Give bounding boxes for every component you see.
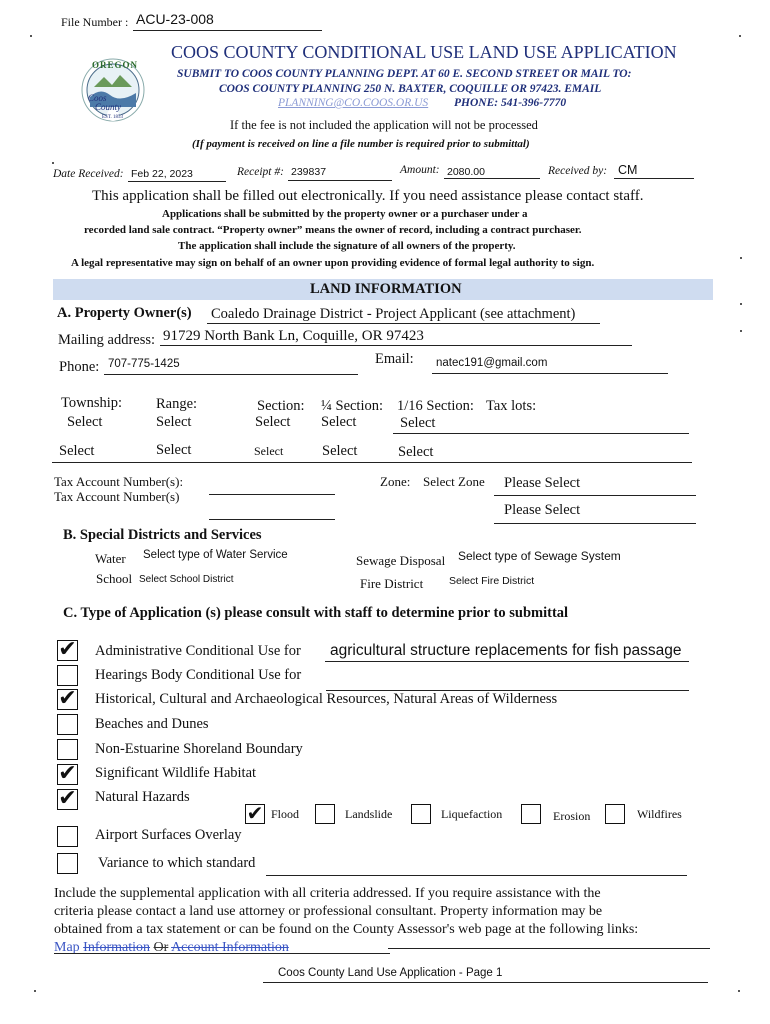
township-select-2[interactable]: Select (59, 443, 95, 459)
map-link[interactable]: Map (54, 940, 80, 955)
footer-para-2: criteria please contact a land use attorney or professional consultant. Property information may be (54, 904, 603, 919)
natural-hazards-checkbox[interactable]: ✔ (58, 786, 77, 811)
hazard-liquefaction-label: Liquefaction (441, 807, 503, 821)
hazard-erosion-checkbox[interactable] (521, 804, 541, 824)
email-label: Email: (375, 351, 414, 367)
land-info-heading: LAND INFORMATION (310, 281, 462, 297)
sewage-label: Sewage Disposal (356, 553, 446, 568)
account-information-link[interactable]: Account Information (171, 940, 289, 955)
township-select[interactable]: Select (67, 414, 103, 430)
phone-label: Phone: (59, 359, 100, 375)
tax-account-label-1: Tax Account Number(s): (54, 474, 184, 489)
submit-line-1: SUBMIT TO COOS COUNTY PLANNING DEPT. AT 60 E. SECOND STREET OR MAIL TO: (177, 68, 632, 80)
hazard-landslide-label: Landslide (345, 807, 393, 821)
received-by-label: Received by: (548, 165, 608, 177)
hazard-flood-label: Flood (271, 807, 300, 821)
section-select-2[interactable]: Select (254, 444, 284, 458)
logo-name-1: Coos (88, 93, 107, 103)
water-select[interactable]: Select type of Water Service (143, 549, 288, 561)
receipt-field[interactable]: 239837 (291, 166, 327, 178)
or-text: Or (153, 940, 169, 955)
sixteenth-section-label: 1/16 Section: (397, 398, 474, 414)
significant-wildlife-habitat-checkbox[interactable]: ✔ (58, 761, 77, 786)
zone-label: Zone: (380, 474, 411, 489)
amount-label: Amount: (400, 164, 440, 176)
variance-checkbox[interactable] (57, 853, 78, 874)
township-label: Township: (61, 395, 123, 411)
footer-para-3: obtained from a tax statement or can be found on the County Assessor's web page at the following links: (54, 922, 639, 937)
significant-wildlife-habitat-label: Significant Wildlife Habitat (95, 765, 257, 781)
submit-line-2: COOS COUNTY PLANNING 250 N. BAXTER, COQUILLE OR 97423. EMAIL (219, 83, 602, 95)
admin-conditional-use-checkbox[interactable]: ✔ (58, 637, 77, 662)
receipt-label: Receipt #: (237, 166, 284, 178)
information-link[interactable]: Information (83, 940, 151, 955)
property-owner-label: A. Property Owner(s) (57, 305, 192, 321)
intro-bold-3: The application shall include the signature of all owners of the property. (178, 240, 516, 252)
fee-note: If the fee is not included the application will not be processed (230, 118, 538, 132)
quarter-section-select-2[interactable]: Select (322, 443, 358, 459)
range-select-2[interactable]: Select (156, 442, 192, 458)
amount-field[interactable]: 2080.00 (447, 166, 485, 178)
logo-top-text: OREGON (92, 60, 139, 70)
admin-conditional-use-field[interactable]: agricultural structure replacements for fish passage (330, 642, 682, 659)
hearings-body-conditional-use-label: Hearings Body Conditional Use for (95, 667, 302, 683)
airport-surfaces-overlay-label: Airport Surfaces Overlay (95, 827, 242, 843)
sixteenth-section-select[interactable]: Select (400, 415, 436, 431)
please-select-2[interactable]: Please Select (504, 502, 581, 518)
sixteenth-section-select-2[interactable]: Select (398, 444, 434, 460)
date-received-field[interactable]: Feb 22, 2023 (131, 168, 193, 180)
section-select[interactable]: Select (255, 414, 291, 430)
hazard-wildfires-label: Wildfires (637, 807, 682, 821)
sewage-select[interactable]: Select type of Sewage System (458, 549, 621, 563)
please-select-1[interactable]: Please Select (504, 475, 581, 491)
quarter-section-label: ¼ Section: (321, 398, 384, 414)
mailing-address-label: Mailing address: (58, 332, 156, 348)
footer-para-1: Include the supplemental application with all criteria addressed. If you require assistance with the (54, 886, 601, 901)
admin-conditional-use-label: Administrative Conditional Use for (95, 643, 301, 659)
fire-district-select[interactable]: Select Fire District (449, 575, 535, 587)
phone-field[interactable]: 707-775-1425 (108, 358, 180, 370)
fire-district-label: Fire District (360, 576, 424, 591)
email-link[interactable]: PLANNING@CO.COOS.OR.US (278, 97, 429, 109)
hazard-wildfires-checkbox[interactable] (605, 804, 625, 824)
beaches-dunes-label: Beaches and Dunes (95, 716, 209, 732)
form-title: COOS COUNTY CONDITIONAL USE LAND USE APPLICATION (171, 42, 677, 62)
received-by-field[interactable]: CM (618, 163, 638, 177)
range-label: Range: (156, 396, 198, 412)
email-field[interactable]: natec191@gmail.com (436, 357, 548, 369)
logo-name-2: County (95, 102, 121, 112)
page-footer: Coos County Land Use Application - Page 1 (278, 967, 503, 979)
intro-bold-1: Applications shall be submitted by the property owner or a purchaser under a (162, 208, 528, 220)
zone-select[interactable]: Select Zone (423, 474, 485, 489)
application-type-heading: C. Type of Application (s) please consult with staff to determine prior to submittal (63, 605, 569, 621)
special-districts-heading: B. Special Districts and Services (63, 527, 262, 543)
natural-hazards-label: Natural Hazards (95, 789, 190, 805)
variance-label: Variance to which standard (98, 855, 256, 871)
logo-est: EST. 1853 (102, 115, 124, 120)
intro-line: This application shall be filled out electronically. If you need assistance please contact staff. (92, 188, 644, 204)
section-label: Section: (257, 398, 305, 414)
hazard-liquefaction-checkbox[interactable] (411, 804, 431, 824)
hazard-landslide-checkbox[interactable] (315, 804, 335, 824)
phone-text: PHONE: 541-396-7770 (454, 97, 567, 109)
intro-bold-4: A legal representative may sign on behalf of an owner upon providing evidence of formal legal authority to sign. (71, 257, 595, 269)
file-number-label: File Number : (61, 15, 129, 29)
historical-cultural-resources-label: Historical, Cultural and Archaeological Resources, Natural Areas of Wilderness (95, 691, 558, 707)
non-estuarine-shoreland-label: Non-Estuarine Shoreland Boundary (95, 741, 303, 757)
intro-bold-2: recorded land sale contract. “Property owner” means the owner of record, including a contract purchaser. (84, 224, 582, 236)
water-label: Water (95, 551, 126, 566)
beaches-dunes-checkbox[interactable] (57, 714, 78, 735)
hazard-erosion-label: Erosion (553, 809, 591, 823)
airport-surfaces-overlay-checkbox[interactable] (57, 826, 78, 847)
property-owner-field[interactable]: Coaledo Drainage District - Project Applicant (see attachment) (211, 306, 576, 322)
date-received-label: Date Received: (53, 168, 124, 180)
quarter-section-select[interactable]: Select (321, 414, 357, 430)
fee-note-2: (If payment is received on line a file number is required prior to submittal) (192, 138, 530, 150)
school-select[interactable]: Select School District (139, 574, 234, 585)
tax-account-label-2: Tax Account Number(s) (54, 489, 180, 504)
file-number-field[interactable]: ACU-23-008 (136, 11, 214, 27)
hearings-body-conditional-use-checkbox[interactable] (57, 665, 78, 686)
tax-lots-label: Tax lots: (486, 398, 537, 414)
school-label: School (96, 571, 133, 586)
historical-cultural-resources-checkbox[interactable]: ✔ (58, 686, 77, 711)
range-select[interactable]: Select (156, 414, 192, 430)
non-estuarine-shoreland-checkbox[interactable] (57, 739, 78, 760)
mailing-address-field[interactable]: 91729 North Bank Ln, Coquille, OR 97423 (163, 328, 424, 344)
hazard-flood-checkbox[interactable]: ✔ (246, 801, 264, 825)
